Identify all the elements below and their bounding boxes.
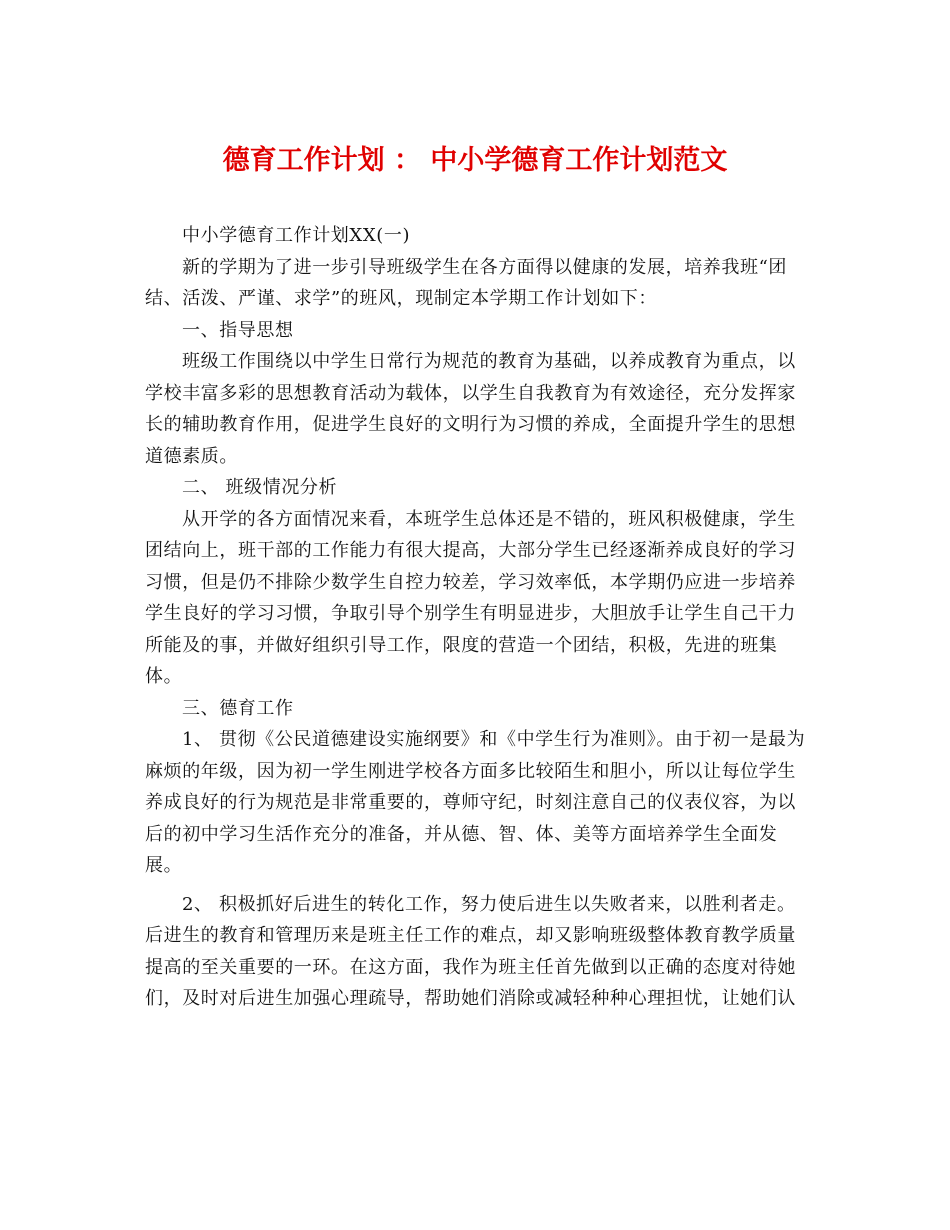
moral-work-item-1: 1、 贯彻《公民道德建设实施纲要》和《中学生行为准则》。由于初一是最为麻烦的年级，因为初一学生刚进学校各方面多比较陌生和胆小，所以让每位学生养成良好的行为规范是非常重要的，尊师守纪，时刻注意自己的仪表仪容，为以后的初中学习生活作充分的准备，并从德、智、体、美等方面培养学生全面发展。 [145,729,806,876]
intro-paragraph: 新的学期为了进一步引导班级学生在各方面得以健康的发展，培养我班“团结、活泼、严谨、求学”的班风，现制定本学期工作计划如下： [145,256,787,309]
section-heading: 二、 班级情况分析 [182,477,338,498]
section-heading: 一、指导思想 [182,319,294,341]
document-body [145,220,809,1015]
guiding-principle-paragraph: 班级工作围绕以中学生日常行为规范的教育为基础，以养成教育为重点，以学校丰富多彩的思想教育活动为载体，以学生自我教育为有效途径，充分发挥家长的辅助教育作用，促进学生良好的文明行为习惯的养成，全面提升学生的思想道德素质。 [145,351,796,467]
section-heading: 三、德育工作 [182,697,294,719]
moral-work-item-2: 2、 积极抓好后进生的转化工作，努力使后进生以失败者来，以胜利者走。后进生的教育和管理历来是班主任工作的难点，却又影响班级整体教育教学质量提高的至关重要的一环。在这方面，我作为班主任首先做到以正确的态度对待她们，及时对后进生加强心理疏导，帮助她们消除或减轻种种心理担忧，让她们认 [145,893,796,1009]
class-analysis-paragraph: 从开学的各方面情况来看，本班学生总体还是不错的，班风积极健康，学生团结向上，班干部的工作能力有很大提高，大部分学生已经逐渐养成良好的学习习惯，但是仍不排除少数学生自控力较差，学习效率低，本学期仍应进一步培养学生良好的学习习惯，争取引导个别学生有明显进步，大胆放手让学生自己干力所能及的事，并做好组织引导工作，限度的营造一个团结，积极，先进的班集体。 [145,508,796,687]
section-heading: 中小学德育工作计划XX(一) [182,225,411,246]
document-title: 德育工作计划 ： 中小学德育工作计划范文 [222,145,728,176]
